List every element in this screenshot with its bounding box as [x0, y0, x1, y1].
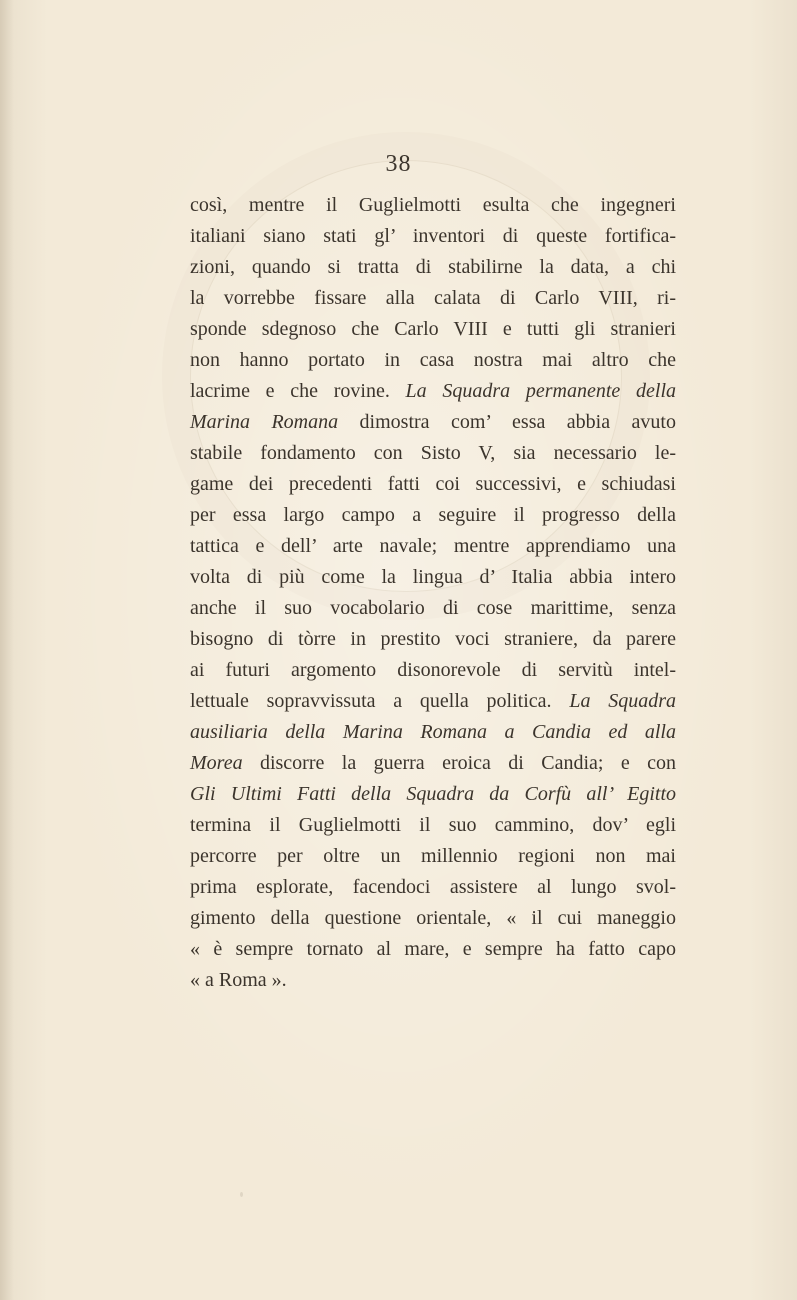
text-segment: la vorrebbe fissare alla calata di Carlo VIII, ri-	[190, 287, 676, 309]
text-line-4	[190, 283, 676, 314]
text-line-16	[190, 655, 676, 686]
page-number: 38	[385, 151, 412, 177]
text-segment: « è sempre tornato al mare, e sempre ha fatto capo	[190, 938, 676, 960]
text-line-14	[190, 593, 676, 624]
text-line-7	[190, 376, 676, 407]
italic-title-segment: Marina Romana	[190, 411, 339, 433]
text-line-21	[190, 810, 676, 841]
text-segment: lettuale sopravvissuta a quella politica.	[190, 690, 570, 712]
text-line-10	[190, 469, 676, 500]
text-line-2	[190, 221, 676, 252]
text-segment: per essa largo campo a seguire il progresso della	[190, 504, 676, 526]
text-line-25	[190, 934, 676, 965]
text-line-15	[190, 624, 676, 655]
text-line-5	[190, 314, 676, 345]
page-left-edge-shadow	[0, 0, 14, 1300]
text-segment: ai futuri argomento disonorevole di servitù intel-	[190, 659, 676, 681]
text-segment: sponde sdegnoso che Carlo VIII e tutti gli stranieri	[190, 318, 676, 340]
text-line-24	[190, 903, 676, 934]
paper-speck	[240, 1192, 243, 1197]
text-line-13	[190, 562, 676, 593]
text-line-26	[190, 965, 676, 996]
text-segment: non hanno portato in casa nostra mai altro che	[190, 349, 676, 371]
text-segment: italiani siano stati gl’ inventori di queste fortifica-	[190, 225, 676, 247]
text-segment: game dei precedenti fatti coi successivi, e schiudasi	[190, 473, 676, 495]
text-segment: stabile fondamento con Sisto V, sia necessario le-	[190, 442, 676, 464]
text-line-6	[190, 345, 676, 376]
italic-title-segment: Morea	[190, 752, 243, 774]
text-line-1	[190, 190, 676, 221]
text-segment: volta di più come la lingua d’ Italia abbia intero	[190, 566, 676, 588]
text-line-23	[190, 872, 676, 903]
text-line-3	[190, 252, 676, 283]
italic-title-segment: ausiliaria della Marina Romana a Candia ed alla	[190, 721, 676, 743]
text-segment: tattica e dell’ arte navale; mentre apprendiamo una	[190, 535, 676, 557]
text-line-12	[190, 531, 676, 562]
text-segment: termina il Guglielmotti il suo cammino, dov’ egli	[190, 814, 676, 836]
text-segment: bisogno di tòrre in prestito voci straniere, da parere	[190, 628, 676, 650]
text-line-17	[190, 686, 676, 717]
text-segment: discorre la guerra eroica di Candia; e con	[242, 752, 676, 774]
text-segment: così, mentre il Guglielmotti esulta che ingegneri	[190, 194, 676, 216]
text-segment: anche il suo vocabolario di cose marittime, senza	[190, 597, 676, 619]
text-line-19	[190, 748, 676, 779]
text-line-22	[190, 841, 676, 872]
text-segment: gimento della questione orientale, « il cui maneggio	[190, 907, 676, 929]
text-line-20	[190, 779, 676, 810]
italic-title-segment: La Squadra	[569, 690, 677, 712]
text-line-11	[190, 500, 676, 531]
text-segment: lacrime e che rovine.	[190, 380, 406, 402]
italic-title-segment: Gli Ultimi Fatti della Squadra da Corfù all’ Egitto	[190, 783, 676, 805]
text-line-9	[190, 438, 676, 469]
text-segment: prima esplorate, facendoci assistere al lungo svol-	[190, 876, 676, 898]
text-segment: percorre per oltre un millennio regioni non mai	[190, 845, 676, 867]
text-line-8	[190, 407, 676, 438]
text-segment: dimostra com’ essa abbia avuto	[338, 411, 676, 433]
italic-title-segment: La Squadra permanente della	[405, 380, 677, 402]
text-line-18	[190, 717, 676, 748]
text-segment: « a Roma ».	[190, 969, 287, 991]
text-segment: zioni, quando si tratta di stabilirne la data, a chi	[190, 256, 676, 278]
